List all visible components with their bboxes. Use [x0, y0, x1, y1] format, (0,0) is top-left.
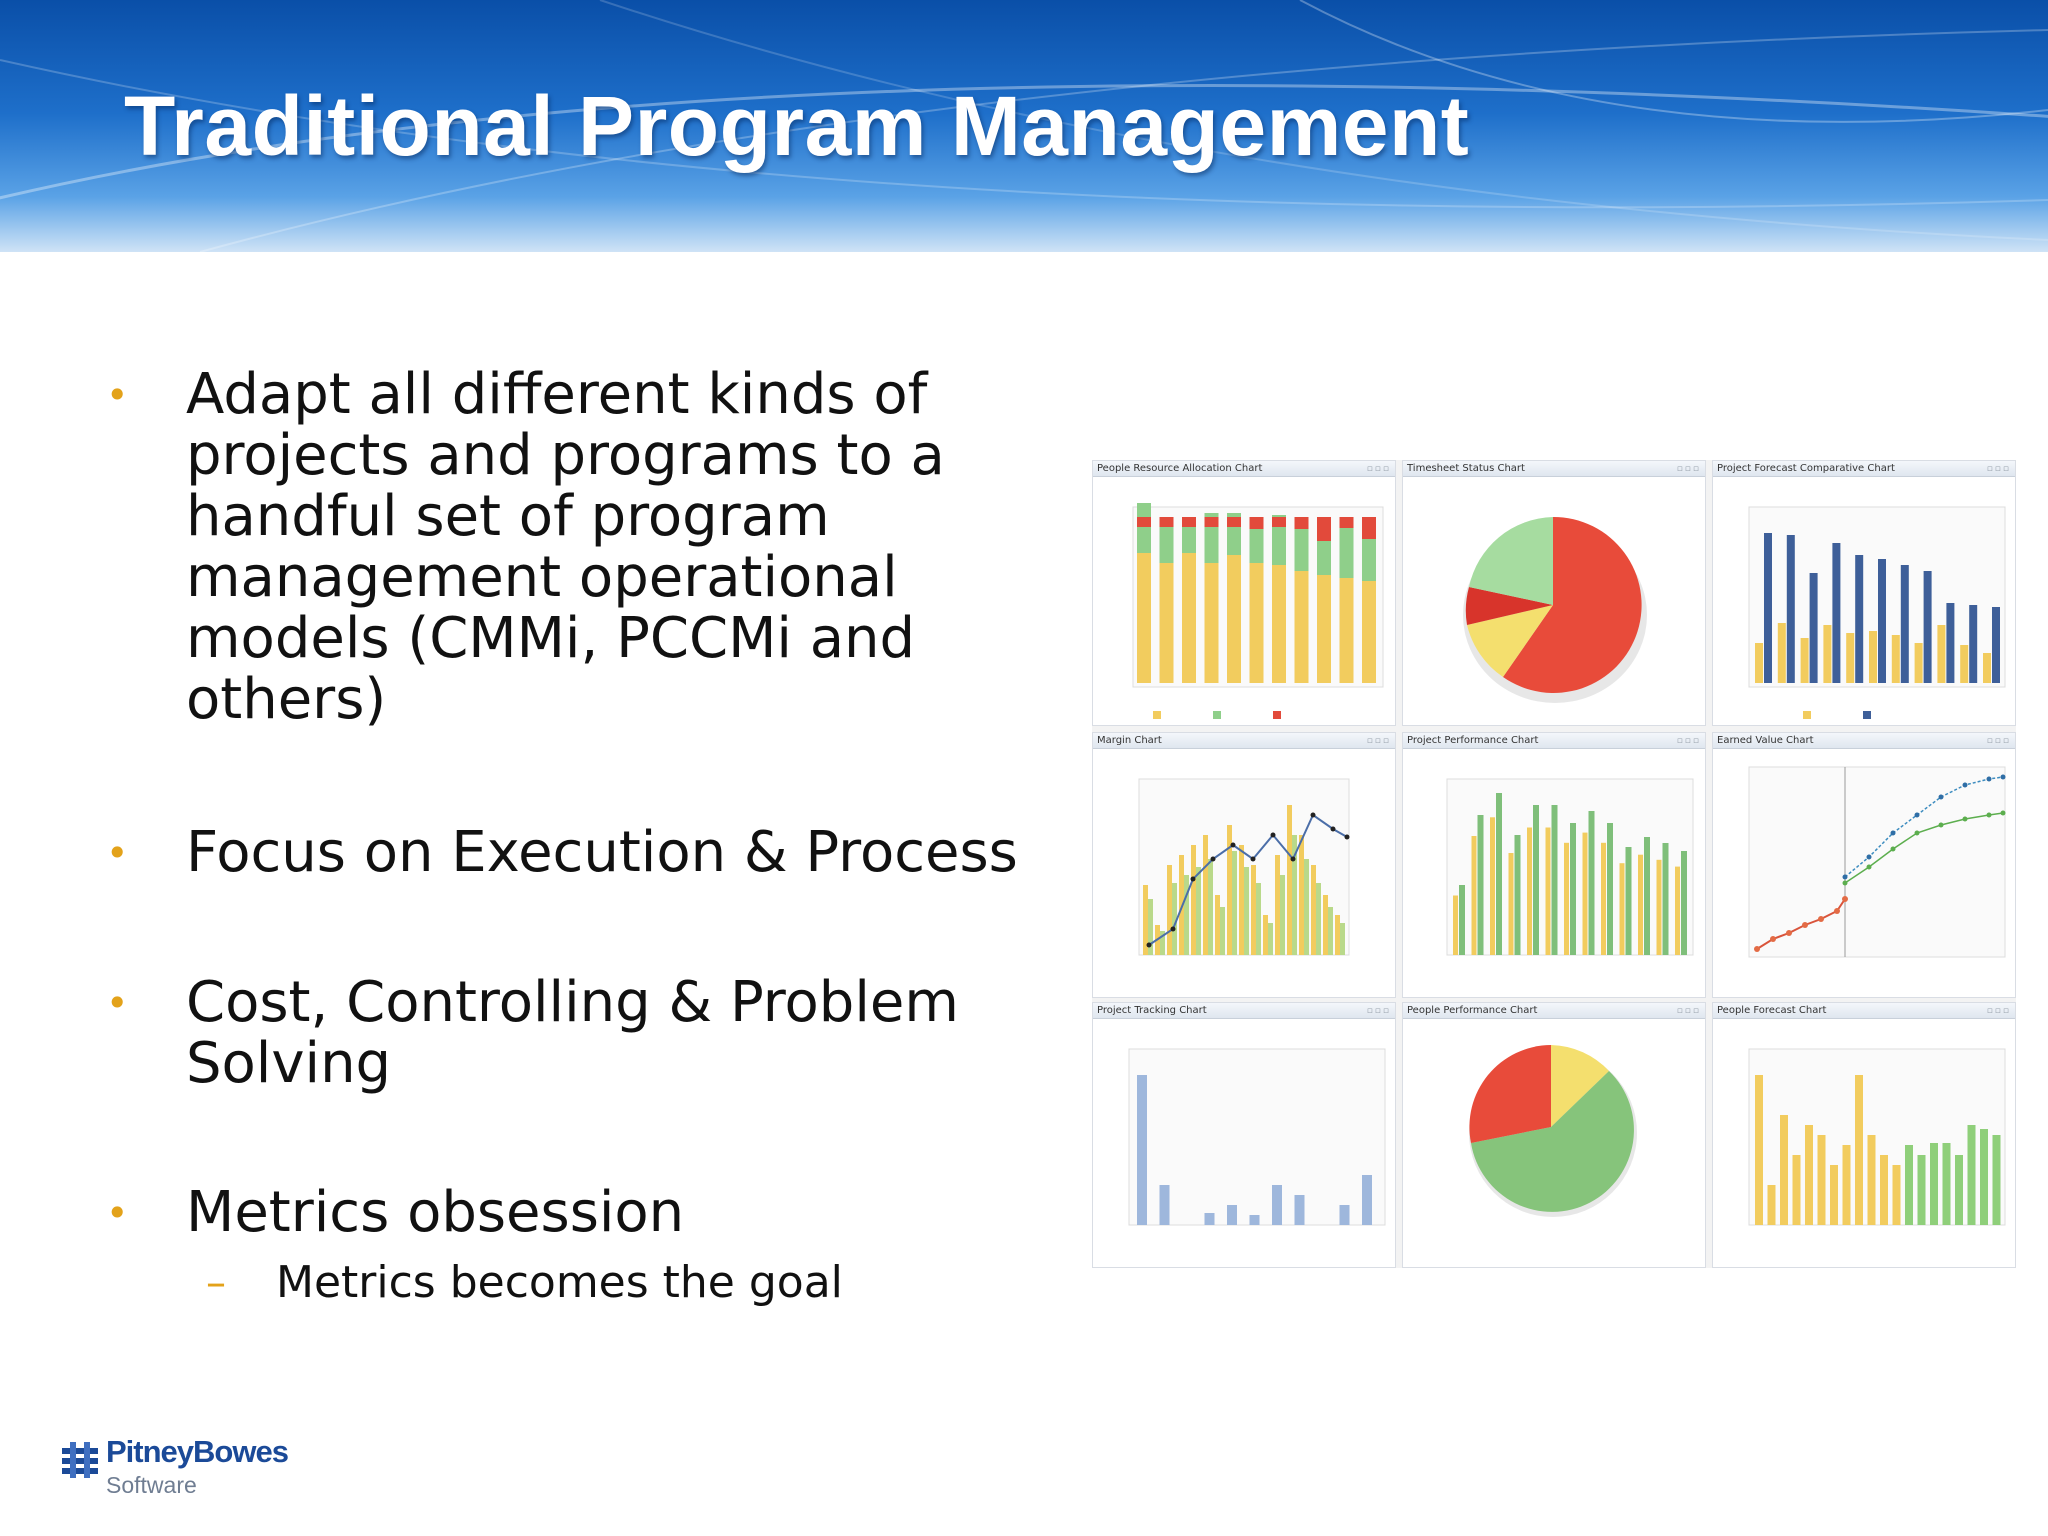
panel-earned-value [1712, 732, 2016, 998]
chart-bar [1968, 1125, 1976, 1225]
chart-point [1843, 875, 1848, 880]
chart-bar [1892, 635, 1900, 683]
bullet-text: Cost, Controlling & Problem Solving [186, 970, 959, 1096]
bullet-dot: • [106, 981, 129, 1025]
chart-bar [1869, 631, 1877, 683]
chart-bar [1196, 867, 1201, 955]
chart-bar [1992, 607, 2000, 683]
pie-slice [1469, 1045, 1551, 1143]
chart-bar [1918, 1155, 1926, 1225]
chart-bar [1778, 623, 1786, 683]
chart-bar [1208, 859, 1213, 955]
panel-people-resource-allocation [1092, 460, 1396, 726]
bullet-dot: • [106, 373, 129, 417]
panel-title: People Performance Chart ▫▫▫ [1403, 1003, 1705, 1019]
chart-bar [1275, 855, 1280, 955]
panel-title: Project Forecast Comparative Chart ▫▫▫ [1713, 461, 2015, 477]
chart-bar [1459, 885, 1465, 955]
chart-bar [1137, 553, 1151, 683]
chart-bar [1272, 1185, 1282, 1225]
chart-bar [1160, 521, 1174, 563]
chart-bar [1220, 907, 1225, 955]
chart-bar [1316, 883, 1321, 955]
chart-bar [1601, 843, 1606, 955]
chart-bar [1205, 517, 1219, 527]
pie-chart [1403, 477, 1705, 725]
chart-bar [1638, 855, 1643, 955]
chart-bar [1167, 865, 1172, 955]
pie-chart [1403, 1019, 1705, 1267]
stacked-bar-chart [1093, 477, 1395, 725]
chart-bar [1657, 860, 1662, 955]
chart-bar [1496, 793, 1502, 955]
bar-chart [1093, 1019, 1395, 1267]
chart-bar [1317, 541, 1331, 575]
chart-bar [1250, 1215, 1260, 1225]
chart-bar [1256, 883, 1261, 955]
panel-title: People Forecast Chart ▫▫▫ [1713, 1003, 2015, 1019]
chart-point [1891, 847, 1896, 852]
chart-point [1191, 877, 1196, 882]
chart-bar [1295, 517, 1309, 529]
chart-bar [1924, 571, 1932, 683]
page-title: Traditional Program Management [124, 79, 1470, 173]
chart-bar [1830, 1165, 1838, 1225]
chart-bar [1915, 643, 1923, 683]
chart-bar [1589, 811, 1595, 955]
panel-project-tracking [1092, 1002, 1396, 1268]
chart-bar [1960, 645, 1968, 683]
chart-bar [1472, 836, 1477, 955]
chart-bar [1244, 867, 1249, 955]
chart-bar [1793, 1155, 1801, 1225]
chart-bar [1227, 555, 1241, 683]
chart-bar [1787, 535, 1795, 683]
chart-bar [1478, 815, 1484, 955]
chart-bar [1263, 915, 1268, 955]
chart-bar [1880, 1155, 1888, 1225]
chart-bar [1362, 539, 1376, 581]
chart-bar [1893, 1165, 1901, 1225]
chart-bar [1239, 845, 1244, 955]
chart-bar [1755, 643, 1763, 683]
chart-bar [1137, 503, 1151, 553]
chart-bar [1137, 517, 1151, 527]
chart-bar [1295, 529, 1309, 571]
chart-bar [1901, 565, 1909, 683]
panel-project-forecast-comparative [1712, 460, 2016, 726]
chart-bar [1644, 837, 1650, 955]
chart-bar [1810, 573, 1818, 683]
chart-bar [1764, 533, 1772, 683]
chart-point [1291, 857, 1296, 862]
logo-wordmark: PitneyBowes [106, 1434, 288, 1469]
chart-point [1842, 896, 1848, 902]
chart-bar [1227, 517, 1241, 527]
chart-bar [1328, 907, 1333, 955]
chart-bar [1583, 833, 1588, 955]
chart-bar [1755, 1075, 1763, 1225]
chart-bar [1272, 517, 1286, 527]
chart-bar [1780, 1115, 1788, 1225]
chart-point [1802, 922, 1808, 928]
chart-point [1211, 857, 1216, 862]
sub-bullet-text: Metrics becomes the goal [276, 1257, 843, 1308]
sub-bullet-dash: – [206, 1260, 226, 1306]
chart-bar [1937, 625, 1945, 683]
chart-point [1939, 823, 1944, 828]
chart-bar [1607, 823, 1613, 955]
chart-bar [1818, 1135, 1826, 1225]
panel-title: Project Performance Chart ▫▫▫ [1403, 733, 1705, 749]
chart-bar [1823, 625, 1831, 683]
chart-bar [1675, 867, 1680, 955]
panel-title: Earned Value Chart ▫▫▫ [1713, 733, 2015, 749]
chart-point [1867, 865, 1872, 870]
line-chart [1713, 749, 2015, 997]
chart-bar [1182, 553, 1196, 683]
panel-people-performance [1402, 1002, 1706, 1268]
chart-point [1770, 936, 1776, 942]
chart-point [1311, 813, 1316, 818]
panel-people-forecast [1712, 1002, 2016, 1268]
chart-bar [1304, 859, 1309, 955]
panel-timesheet-status [1402, 460, 1706, 726]
chart-bar [1311, 865, 1316, 955]
chart-point [1818, 916, 1824, 922]
chart-bar [1533, 805, 1539, 955]
chart-bar [1215, 895, 1220, 955]
chart-point [1939, 795, 1944, 800]
chart-point [1963, 817, 1968, 822]
chart-bar [1832, 543, 1840, 683]
chart-bar [1490, 817, 1495, 955]
chart-bar [1340, 1205, 1350, 1225]
chart-bar [1317, 575, 1331, 683]
chart-bar [1855, 1075, 1863, 1225]
chart-point [1834, 908, 1840, 914]
pitney-bowes-logo [60, 1436, 320, 1506]
chart-bar [1878, 559, 1886, 683]
panel-title: People Resource Allocation Chart ▫▫▫ [1093, 461, 1395, 477]
chart-bar [1527, 828, 1532, 956]
grouped-bar-chart [1713, 477, 2015, 725]
logo-subtitle: Software [106, 1472, 197, 1498]
panel-margin [1092, 732, 1396, 998]
chart-point [1891, 831, 1896, 836]
bullet-dot: • [106, 1191, 129, 1235]
chart-bar [1515, 835, 1521, 955]
chart-point [1915, 813, 1920, 818]
chart-bar [1993, 1135, 2001, 1225]
chart-bar [1340, 923, 1345, 955]
chart-bar [1295, 571, 1309, 683]
chart-bar [1205, 1213, 1215, 1225]
chart-bar [1946, 603, 1954, 683]
chart-bar [1930, 1143, 1938, 1225]
chart-point [1963, 783, 1968, 788]
chart-point [1251, 857, 1256, 862]
bullet-dot: • [106, 831, 129, 875]
panel-title: Margin Chart ▫▫▫ [1093, 733, 1395, 749]
chart-bar [1295, 1195, 1305, 1225]
chart-bar [1620, 863, 1625, 955]
chart-point [2001, 811, 2006, 816]
chart-point [1171, 927, 1176, 932]
chart-bar [1564, 843, 1569, 955]
chart-bar [1805, 1125, 1813, 1225]
chart-bar [1182, 517, 1196, 527]
chart-bar [1552, 805, 1558, 955]
chart-bar [1905, 1145, 1913, 1225]
chart-bar [1232, 851, 1237, 955]
chart-bar [1768, 1185, 1776, 1225]
chart-bar [1203, 835, 1208, 955]
chart-point [1754, 946, 1760, 952]
chart-point [1147, 943, 1152, 948]
chart-bar [1137, 1075, 1147, 1225]
chart-bar [1843, 1145, 1851, 1225]
chart-bar [1546, 828, 1551, 956]
bullet-text: Adapt all different kinds of projects and programs to a handful set of program management operational models (CMMi, PCCMi and others) [186, 362, 945, 732]
bar-chart [1713, 1019, 2015, 1267]
chart-bar [1191, 845, 1196, 955]
chart-bar [1943, 1143, 1951, 1225]
chart-bar [1268, 923, 1273, 955]
chart-bar [1681, 851, 1687, 955]
chart-bar [1205, 563, 1219, 683]
chart-point [1843, 881, 1848, 886]
chart-bar [1362, 581, 1376, 683]
chart-point [1987, 813, 1992, 818]
chart-point [1987, 777, 1992, 782]
chart-bar [1362, 1175, 1372, 1225]
panel-project-performance [1402, 732, 1706, 998]
header-banner [0, 0, 2048, 252]
pitney-bowes-logo-icon [60, 1440, 100, 1480]
chart-point [1786, 930, 1792, 936]
chart-bar [1846, 633, 1854, 683]
chart-bar [1855, 555, 1863, 683]
chart-bar [1250, 563, 1264, 683]
chart-point [1867, 855, 1872, 860]
chart-bar [1340, 528, 1354, 578]
bar-line-combo-chart [1093, 749, 1395, 997]
chart-bar [1983, 653, 1991, 683]
panel-title: Timesheet Status Chart ▫▫▫ [1403, 461, 1705, 477]
chart-bar [1160, 563, 1174, 683]
chart-bar [1160, 1185, 1170, 1225]
chart-bar [1340, 578, 1354, 683]
chart-bar [1160, 517, 1174, 527]
chart-bar [1801, 638, 1809, 683]
chart-point [1345, 835, 1350, 840]
chart-bar [1250, 517, 1264, 529]
chart-bar [1272, 565, 1286, 683]
chart-bar [1299, 835, 1304, 955]
chart-bar [1955, 1155, 1963, 1225]
dashboard-screenshot [1092, 460, 2016, 1268]
chart-bar [1509, 853, 1514, 955]
bullet-text: Focus on Execution & Process [186, 820, 1018, 885]
chart-bar [1250, 529, 1264, 563]
chart-bar [1323, 895, 1328, 955]
chart-bar [1340, 517, 1354, 528]
chart-point [1271, 833, 1276, 838]
chart-point [1915, 831, 1920, 836]
chart-bar [1335, 915, 1340, 955]
chart-bar [1251, 865, 1256, 955]
chart-bar [1570, 823, 1576, 955]
chart-bar [1280, 875, 1285, 955]
bar-chart [1403, 749, 1705, 997]
panel-title: Project Tracking Chart ▫▫▫ [1093, 1003, 1395, 1019]
chart-bar [1626, 847, 1632, 955]
chart-bar [1969, 605, 1977, 683]
chart-bar [1663, 843, 1669, 955]
chart-bar [1453, 896, 1458, 956]
chart-point [1331, 827, 1336, 832]
bullet-text: Metrics obsession [186, 1180, 685, 1245]
chart-bar [1287, 805, 1292, 955]
chart-bar [1227, 1205, 1237, 1225]
chart-bar [1868, 1135, 1876, 1225]
chart-bar [1184, 875, 1189, 955]
chart-point [1231, 843, 1236, 848]
chart-point [2001, 775, 2006, 780]
chart-bar [1362, 517, 1376, 539]
chart-bar [1317, 517, 1331, 541]
chart-bar [1980, 1129, 1988, 1225]
